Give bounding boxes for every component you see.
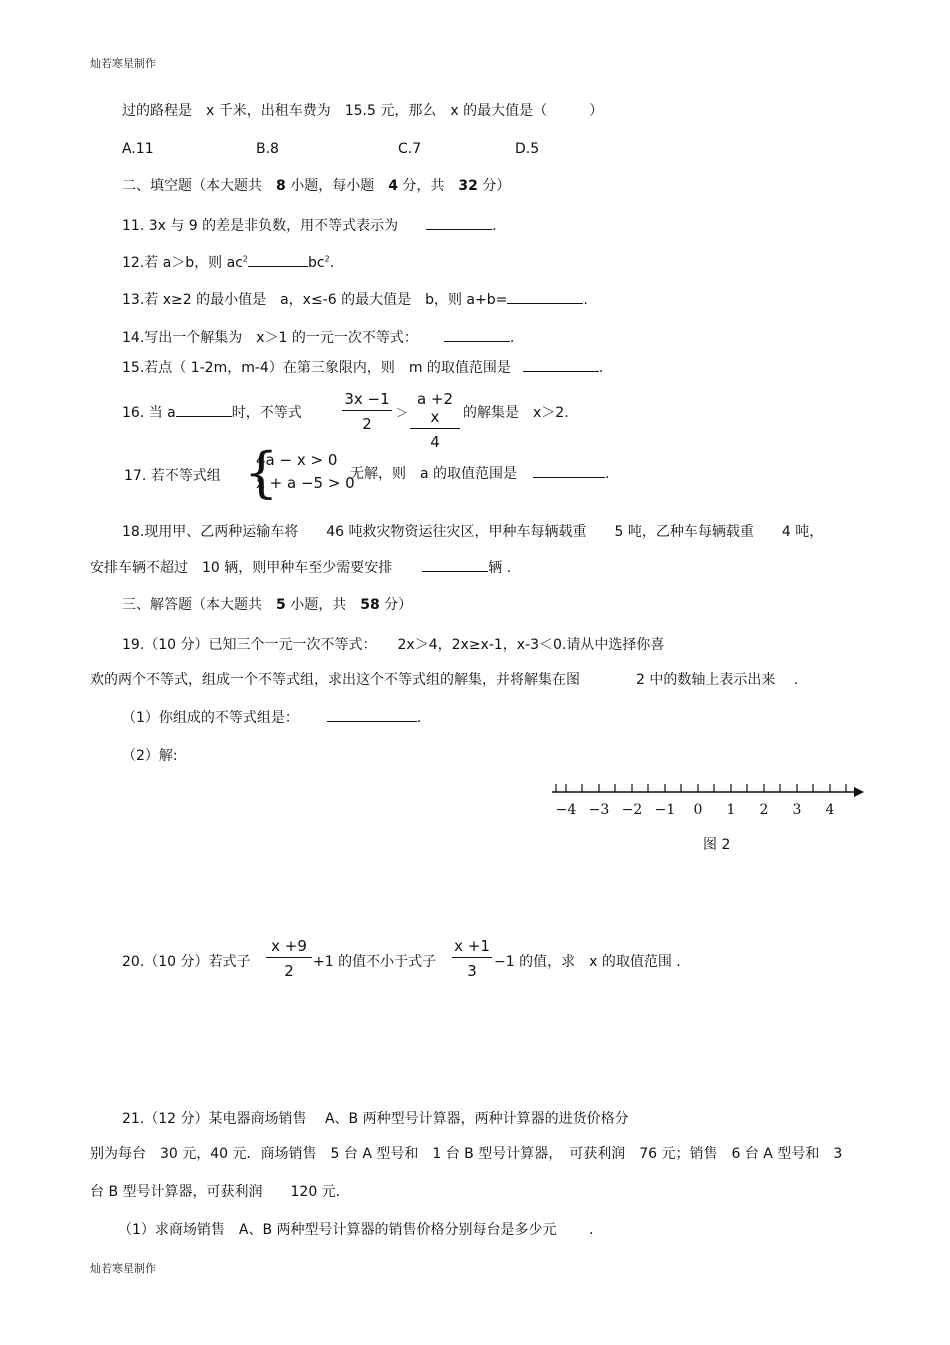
answer-blank[interactable] [248, 252, 308, 267]
question-14: 14.写出一个解集为 x＞1 的一元一次不等式： . [122, 327, 514, 347]
question-18-line-1: 18.现用甲、乙两种运输车将 46 吨救灾物资运往灾区，甲种车每辆载重 5 吨，乙种车每辆载重 4 吨， [122, 524, 824, 540]
option-d: D.5 [515, 141, 540, 157]
brace-icon: { [244, 441, 279, 504]
answer-blank[interactable] [422, 557, 488, 572]
figure-caption: 图 2 [703, 837, 731, 853]
question-19-part-2: （2）解: [122, 748, 178, 764]
section-2-heading: 二、填空题（本大题共 8 小题，每小题 4 分，共 32 分） [122, 178, 511, 194]
number-line-label: 3 [792, 802, 802, 818]
number-line-label: 2 [759, 802, 769, 818]
page-header: 灿若寒星制作 [90, 57, 156, 70]
fraction: x +1 3 [452, 937, 492, 980]
fraction: 3x −1 2 [342, 390, 392, 433]
page-footer: 灿若寒星制作 [90, 1262, 156, 1275]
number-line-label: 0 [693, 802, 703, 818]
answer-blank[interactable] [523, 357, 599, 372]
number-line-label: −3 [588, 802, 610, 818]
question-21-line-1: 21.（12 分）某电器商场销售 A、B 两种型号计算器，两种计算器的进货价格分 [122, 1111, 629, 1127]
number-line-label: −4 [555, 802, 577, 818]
fraction: x +9 2 [266, 937, 312, 980]
answer-blank[interactable] [327, 707, 417, 722]
question-15: 15.若点（ 1-2m，m-4）在第三象限内，则 m 的取值范围是 . [122, 357, 603, 377]
question-18-line-2: 安排车辆不超过 10 辆，则甲种车至少需要安排 辆 . [90, 557, 511, 577]
inequality-system: 4a − x > 0 x + a −5 > 0 [256, 451, 355, 492]
question-12: 12.若 a＞b，则 $ac^2$ $bc^2$. [122, 252, 334, 272]
number-line-label: 1 [726, 802, 736, 818]
option-a: A.11 [122, 141, 154, 157]
question-11: 11. 3x 与 9 的差是非负数，用不等式表示为 . [122, 215, 497, 235]
question-10-tail: 过的路程是 x 千米，出租车费为 15.5 元，那么 x 的最大值是（ ） [122, 103, 604, 119]
question-19-line-2: 欢的两个不等式，组成一个不等式组，求出这个不等式组的解集，并将解集在图 2 中的数轴上表示出来 . [90, 672, 799, 688]
answer-blank[interactable] [444, 327, 510, 342]
question-13: 13.若 x≥2 的最小值是 a，x≤-6 的最大值是 b，则 a+b= . [122, 289, 588, 309]
number-line-label: −1 [654, 802, 676, 818]
fraction: a +2 x 4 [410, 390, 460, 451]
answer-blank[interactable] [426, 215, 492, 230]
section-3-heading: 三、解答题（本大题共 5 小题，共 58 分） [122, 597, 413, 613]
answer-blank[interactable] [507, 289, 583, 304]
question-21-line-2: 别为每台 30 元，40 元．商场销售 5 台 A 型号和 1 台 B 型号计算器， 可获利润 76 元；销售 6 台 A 型号和 3 [90, 1146, 843, 1162]
question-19-line-1: 19.（10 分）已知三个一元一次不等式： 2x＞4，2x≥x-1，x-3＜0.请从中选择你喜 [122, 637, 665, 653]
arrow-icon [854, 787, 864, 797]
answer-blank[interactable] [176, 402, 232, 417]
option-b: B.8 [256, 141, 279, 157]
question-21-part-1: （1）求商场销售 A、B 两种型号计算器的销售价格分别每台是多少元 . [118, 1222, 594, 1238]
question-21-line-3: 台 B 型号计算器，可获利润 120 元． [90, 1184, 350, 1200]
number-line-label: 4 [825, 802, 835, 818]
number-line [548, 776, 868, 822]
number-line-label: −2 [621, 802, 643, 818]
question-19-part-1: （1）你组成的不等式组是： . [122, 707, 421, 727]
option-c: C.7 [398, 141, 422, 157]
answer-blank[interactable] [533, 463, 605, 478]
